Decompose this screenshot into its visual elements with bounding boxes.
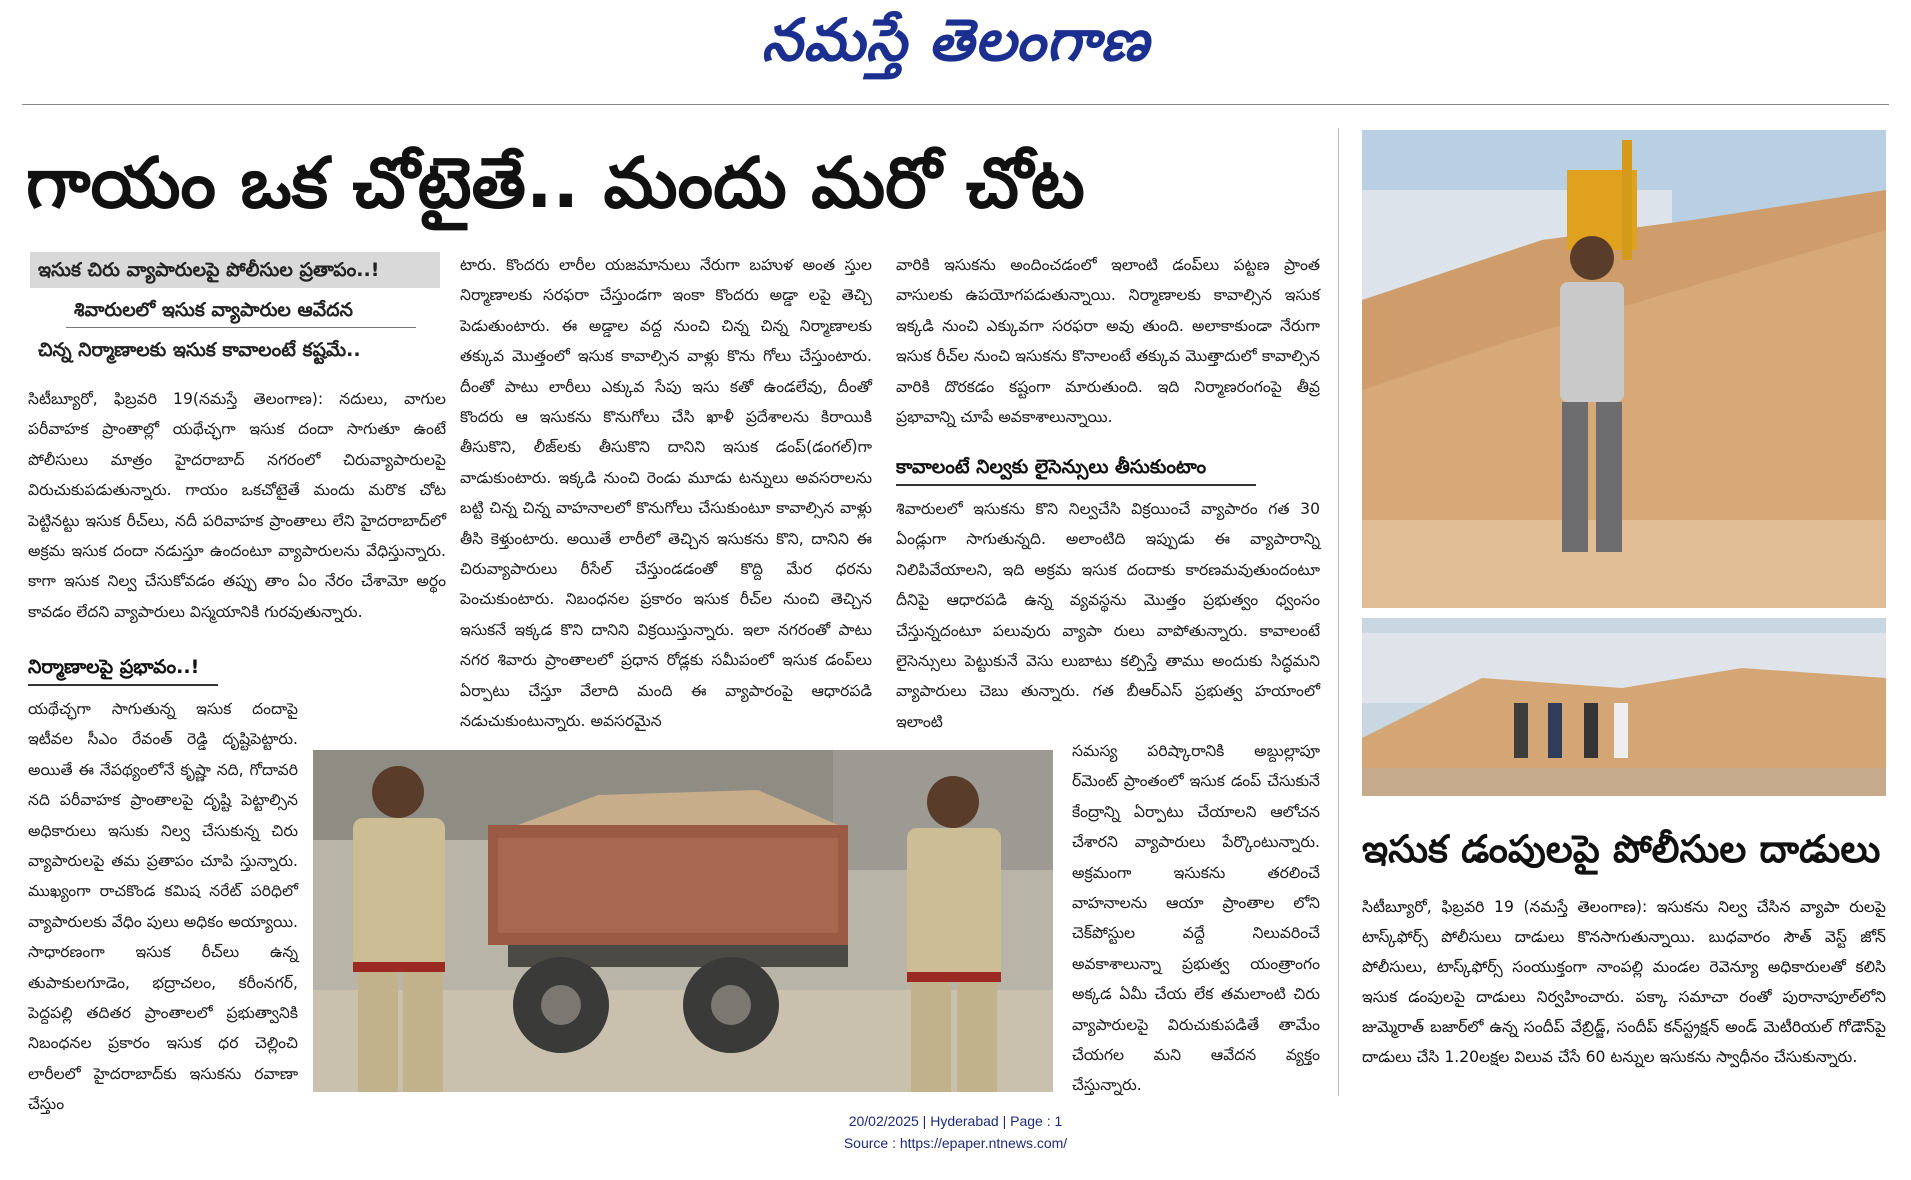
- col3-paragraph-1: వారికి ఇసుకను అందించడంలో ఇలాంటి డంప్‌లు పట్టణ ప్రాంత వాసులకు ఉపయోగపడుతున్నాయి. నిర్మాణాలకు కావాల్సిన ఇసుక ఇక్కడి నుంచి ఎక్కువగా సరఫరా అవు తుంది. అలాకాకుండా నేరుగా ఇసుక రీచ్‌ల నుంచి ఇసుకను కొనాలంటే తక్కువ మొత్తాదులో కావాల్సిన వారికి దొరకడం కష్టంగా మారుతుంది. ఇది నిర్మాణరంగంపై తీవ్ర ప్రభావాన్ని చూపే అవకాశాలున్నాయి.: [896, 256, 1320, 427]
- col3-paragraph-2: శివారులలో ఇసుకను కొని నిల్వచేసి విక్రయించే వ్యాపారం గత 30 ఏండ్లుగా సాగుతున్నది. అలాంటిది ఇప్పుడు ఈ వ్యాపారాన్ని నిలిపివేయాలని, ఇది అక్రమ ఇసుక దందాకు కారణమవుతుందంటూ దీనిపై ఆధారపడి ఉన్న వ్యవస్థను మొత్తం ప్రభుత్వం ధ్వంసం చేస్తున్నదంటూ పలువురు వ్యాపా రులు వాపోతున్నారు. కావాలంటే లైసెన్సులు పెట్టుకునే వెసు లుబాటు కల్పిస్తే తాము అందుకు సిద్ధమని వ్యాపారులు చెబు తున్నారు. గత బీఆర్ఎస్ ప్రభుత్వ హయాంలో ఇలాంటి: [896, 500, 1320, 731]
- sand-dump-photo-small: [1362, 618, 1886, 796]
- footer: [0, 1110, 1911, 1154]
- deck-2: శివారులలో ఇసుక వ్యాపారుల ఆవేదన: [66, 292, 416, 328]
- deck-1: ఇసుక చిరు వ్యాపారులపై పోలీసుల ప్రతాపం..!: [30, 252, 440, 288]
- col3-paragraph-3: సమస్య పరిష్కారానికి అబ్దుల్లాపూ ర్‌మెంట్ ప్రాంతంలో ఇసుక డంప్ చేసుకునే కేంద్రాన్ని ఏర్పాటు చేయాలని ఆలోచన చేశారని వ్యాపారులు పేర్కొంటున్నారు. అక్రమంగా ఇసుకను తరలించే వాహనాలను ఆయా ప్రాంతాల లోని చెక్‌పోస్టుల వద్దే నిలువరించే అవకాశాలున్నా ప్రభుత్వ యంత్రాంగం అక్కడ ఏమీ చేయ లేక తమలాంటి చిరు వ్యాపారులపై విరుచుకుపడితే తామేం చేయగల మని ఆవేదన వ్యక్తం చేస్తున్నారు.: [1072, 742, 1320, 1095]
- footer-source-line: Source : https://epaper.ntnews.com/: [843, 1135, 1068, 1151]
- col2-text: టారు. కొందరు లారీల యజమానులు నేరుగా బహుళ అంత స్తుల నిర్మాణాలకు సరఫరా చేస్తుండగా ఇంకా కొందరు అడ్డా లపై తెచ్చి పెడుతుంటారు. ఈ అడ్డాల వద్ద నుంచి చిన్న చిన్న నిర్మాణాలకు తక్కువ మొత్తంలో ఇసుక కావాల్సిన వాళ్లు కొను గోలు చేస్తుంటారు. దీంతో పాటు లారీలు ఎక్కువ సేపు ఇసు కతో ఉండలేవు, దీంతో కొందరు ఆ ఇసుకను కొనుగోలు చేసి ఖాళీ ప్రదేశాలను కిరాయికి తీసుకొని, లీజ్‌లకు తీసుకొని దానిని ఇసుక డంప్(డంగల్)గా వాడుకుంటారు. ఇక్కడి నుంచి రెండు మూడు టన్నులు అవసరాలను బట్టి చిన్న చిన్న వాహనాలలో కొనుగోలు చేసుకుంటూ కావాల్సిన వాళ్లు తీసి కెళ్తుంటారు. అయితే లారీలో తెచ్చిన ఇసుకను కొని, దానిని ఈ చిరువ్యాపారులు రీసేల్ చేస్తుండడంతో కొద్ది మేర ధరను పెంచుకుంటారు. నిబంధనల ప్రకారం ఇసుక రీచ్‌ల నుంచి తెచ్చిన ఇసుకనే ఇక్కడ కొని దానిని విక్రయిస్తున్నారు. ఇలా నగరంతో పాటు నగర శివారు ప్రాంతాలలో ప్రధాన రోడ్లకు సమీపంలో ఇసుక డంప్‌లు ఏర్పాటు చేస్తూ వేలాది మంది ఈ వ్యాపారంపై ఆధారపడి నడుచుకుంటున్నారు. అవసరమైన: [460, 256, 872, 731]
- footer-date-line: 20/02/2025 | Hyderabad | Page : 1: [848, 1113, 1063, 1129]
- masthead: [0, 0, 1911, 90]
- col1-subhead: నిర్మాణాలపై ప్రభావం..!: [28, 656, 218, 686]
- col1-paragraph-2: యథేచ్ఛగా సాగుతున్న ఇసుక దందాపై ఇటీవల సీఎం రేవంత్ రెడ్డి దృష్టిపెట్టారు. అయితే ఈ నేపథ్యంలోనే కృష్ణా నది, గోదావరి నది పరీవాహక ప్రాంతాలపై దృష్టి పెట్టాల్సిన అధికారులు ఇసుకు నిల్వ చేసుకున్న చిరు వ్యాపారులపై తమ ప్రతాపం చూపి స్తున్నారు. ముఖ్యంగా రాచకొండ కమిష నరేట్ పరిధిలో వ్యాపారులకు వేధిం పులు అధికం అయ్యాయి. సాధారణంగా ఇసుక రీచ్‌లు ఉన్న తుపాకులగూడెం, భద్రాచలం, కరీంనగర్, పెద్దపల్లి తదితర ప్రాంతాలలో ప్రభుత్వానికి నిబంధనల ప్రకారం ఇసుక ధర చెల్లించి లారీలలో హైదరాబాద్‌కు ఇసుకను రవాణా చేస్తుం: [28, 700, 298, 1114]
- masthead-divider: [22, 104, 1889, 105]
- side-body: సిటీబ్యూరో, ఫిబ్రవరి 19 (నమస్తే తెలంగాణ): ఇసుకను నిల్వ చేసిన వ్యాపా రులపై టాస్క్‌ఫోర్స్ పోలీసులు దాడులు కొనసాగుతున్నాయి. బుధవారం సౌత్ వెస్ట్ జోన్ పోలీసులు, టాస్క్‌ఫోర్స్ సంయుక్తంగా నాంపల్లి మండల రెవెన్యూ అధికారులతో కలిసి ఇసుక డంపులపై దాడులు నిర్వహించారు. పక్కా సమాచా రంతో పురానాపూల్‌లోని జుమ్మెరాత్ బజార్‌లో ఉన్న సందీప్ వేబ్రిడ్జ్, సందీప్ కన్‌స్ట్రక్షన్ అండ్ మెటీరియల్ గోడౌన్‌పై దాడులు చేసి 1.20లక్షల విలువ చేసే 60 టన్నుల ఇసుకను స్వాధీనం చేసుకున్నారు.: [1362, 898, 1886, 1066]
- side-headline: ఇసుక డంపులపై పోలీసుల దాడులు: [1362, 827, 1881, 871]
- col3-subhead: కావాలంటే నిల్వకు లైసెన్సులు తీసుకుంటాం: [896, 456, 1256, 486]
- sand-dump-photo-large: [1362, 130, 1886, 608]
- police-tractor-photo: [313, 750, 1053, 1092]
- masthead-title: నమస్తే తెలంగాణ: [761, 6, 1150, 74]
- deck-3: చిన్న నిర్మాణాలకు ఇసుక కావాలంటే కష్టమే..: [38, 339, 361, 361]
- col1-paragraph-1: సిటీబ్యూరో, ఫిబ్రవరి 19(నమస్తే తెలంగాణ): నదులు, వాగుల పరీవాహక ప్రాంతాల్లో యథేచ్ఛగా ఇసుక దందా సాగుతూ ఉంటే పోలీసులు మాత్రం హైదరాబాద్ నగరంలో చిరువ్యాపారులపై విరుచుకుపడుతున్నారు. గాయం ఒకచోటైతే మందు మరొక చోట పెట్టినట్టు ఇసుక రీచ్‌లు, నదీ పరివాహక ప్రాంతాలు లేని హైదరాబాద్‌లో అక్రమ ఇసుక దందా నడుస్తూ ఉందంటూ వ్యాపారులను వేధిస్తున్నారు. కాగా ఇసుక నిల్వ చేసుకోవడం తప్పు తాం ఏం నేరం చేశామో అర్థం కావడం లేదని వ్యాపారులు విస్మయానికి గురవుతున్నారు.: [28, 390, 446, 621]
- column-divider: [1338, 128, 1339, 1096]
- main-headline: గాయం ఒక చోటైతే.. మందు మరో చోట: [26, 142, 1085, 224]
